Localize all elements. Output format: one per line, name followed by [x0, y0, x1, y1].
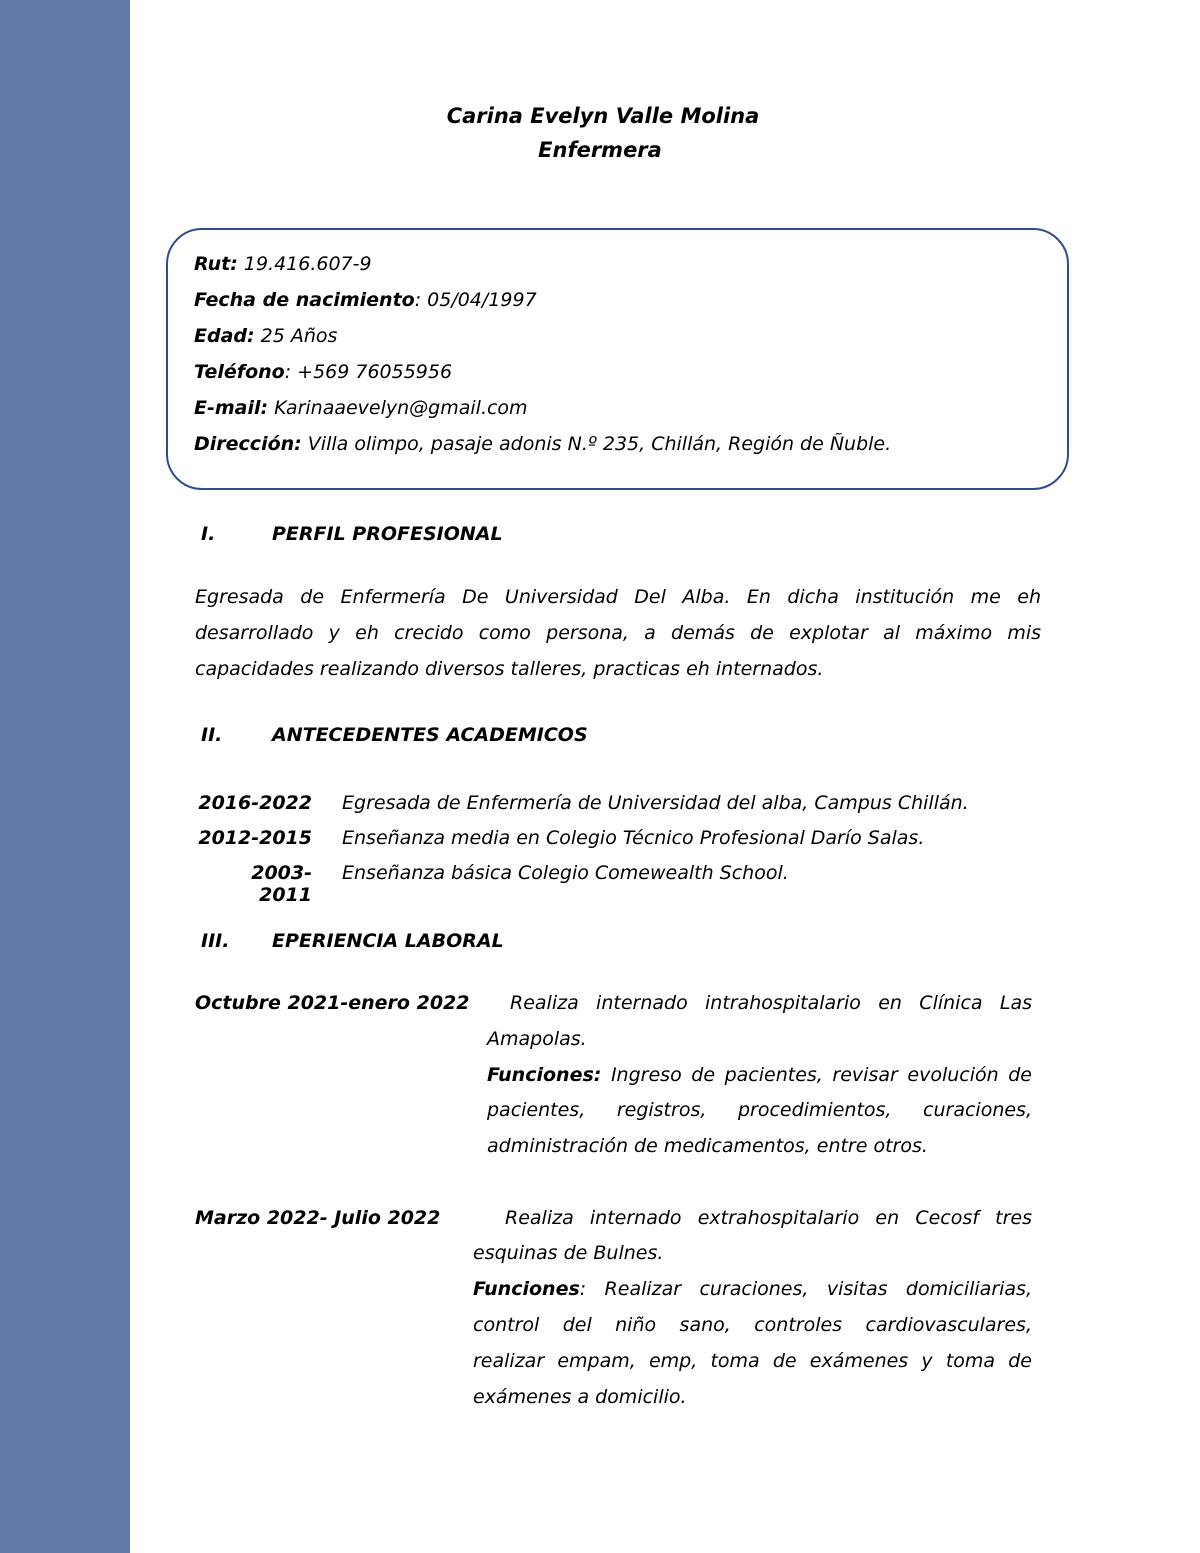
profile-text-line: Egresada de Enfermería De Universidad Del Alba. En dicha institución me eh — [195, 586, 1041, 608]
phone-label: Teléfono — [194, 361, 285, 383]
job-functions-line: realizar empam, emp, toma de exámenes y toma de — [473, 1350, 1032, 1372]
academic-years: 2016-2022 — [198, 792, 312, 814]
job-functions-line: exámenes a domicilio. — [473, 1386, 687, 1408]
academic-years: 2003- 2011 — [251, 862, 312, 906]
age-value: 25 Años — [254, 325, 338, 347]
address-line — [194, 433, 891, 455]
candidate-name: Carina Evelyn Valle Molina — [446, 104, 760, 128]
academic-section-title: ANTECEDENTES ACADEMICOS — [272, 724, 588, 746]
profile-text-line: capacidades realizando diversos talleres, practicas eh internados. — [195, 658, 824, 680]
academic-entry: Enseñanza básica Colegio Comewealth School. — [342, 862, 789, 884]
rut-value: 19.416.607-9 — [237, 253, 372, 275]
job-period: Octubre 2021-enero 2022 — [195, 992, 470, 1014]
academic-section-number: II. — [201, 724, 223, 746]
address-label: Dirección: — [194, 433, 302, 455]
job-description-line: Realiza internado extrahospitalario en Cecosf tres — [505, 1207, 1032, 1229]
profile-text-line: desarrollado y eh crecido como persona, a demás de explotar al máximo mis — [195, 622, 1041, 644]
job-description-line: Amapolas. — [487, 1028, 587, 1050]
birth-value: : 05/04/1997 — [414, 289, 537, 311]
functions-label: Funciones: — [487, 1064, 602, 1086]
functions-label: Funciones — [473, 1278, 580, 1300]
experience-section-title: EPERIENCIA LABORAL — [272, 930, 504, 952]
profile-section-title: PERFIL PROFESIONAL — [272, 523, 503, 545]
academic-entry: Egresada de Enfermería de Universidad del alba, Campus Chillán. — [342, 792, 969, 814]
job-period: Marzo 2022- Julio 2022 — [195, 1207, 441, 1229]
job-description-line: Realiza internado intrahospitalario en Clínica Las — [510, 992, 1032, 1014]
address-value: Villa olimpo, pasaje adonis N.º 235, Chillán, Región de Ñuble. — [301, 433, 892, 455]
phone-line — [194, 361, 452, 383]
birth-line — [194, 289, 537, 311]
email-label: E-mail: — [194, 397, 269, 419]
academic-years: 2012-2015 — [198, 827, 312, 849]
job-functions-line: Funciones: Ingreso de pacientes, revisar evolución de — [487, 1064, 1032, 1086]
profile-section-number: I. — [201, 523, 216, 545]
job-description-line: esquinas de Bulnes. — [473, 1242, 664, 1264]
job-functions-line: control del niño sano, controles cardiovasculares, — [473, 1314, 1032, 1336]
job-functions-line: pacientes, registros, procedimientos, curaciones, — [487, 1099, 1032, 1121]
rut-line — [194, 253, 372, 275]
age-line — [194, 325, 337, 347]
email-line — [194, 397, 528, 419]
phone-value: : +569 76055956 — [284, 361, 453, 383]
job-functions-line: administración de medicamentos, entre otros. — [487, 1135, 928, 1157]
academic-entry: Enseñanza media en Colegio Técnico Profesional Darío Salas. — [342, 827, 925, 849]
age-label: Edad: — [194, 325, 255, 347]
job-functions-line: Funciones: Realizar curaciones, visitas domiciliarias, — [473, 1278, 1032, 1300]
birth-label: Fecha de nacimiento — [194, 289, 415, 311]
experience-section-number: III. — [201, 930, 230, 952]
candidate-profession: Enfermera — [538, 138, 662, 162]
rut-label: Rut: — [194, 253, 238, 275]
left-color-bar — [0, 0, 130, 1553]
email-value: Karinaaevelyn@gmail.com — [268, 397, 528, 419]
